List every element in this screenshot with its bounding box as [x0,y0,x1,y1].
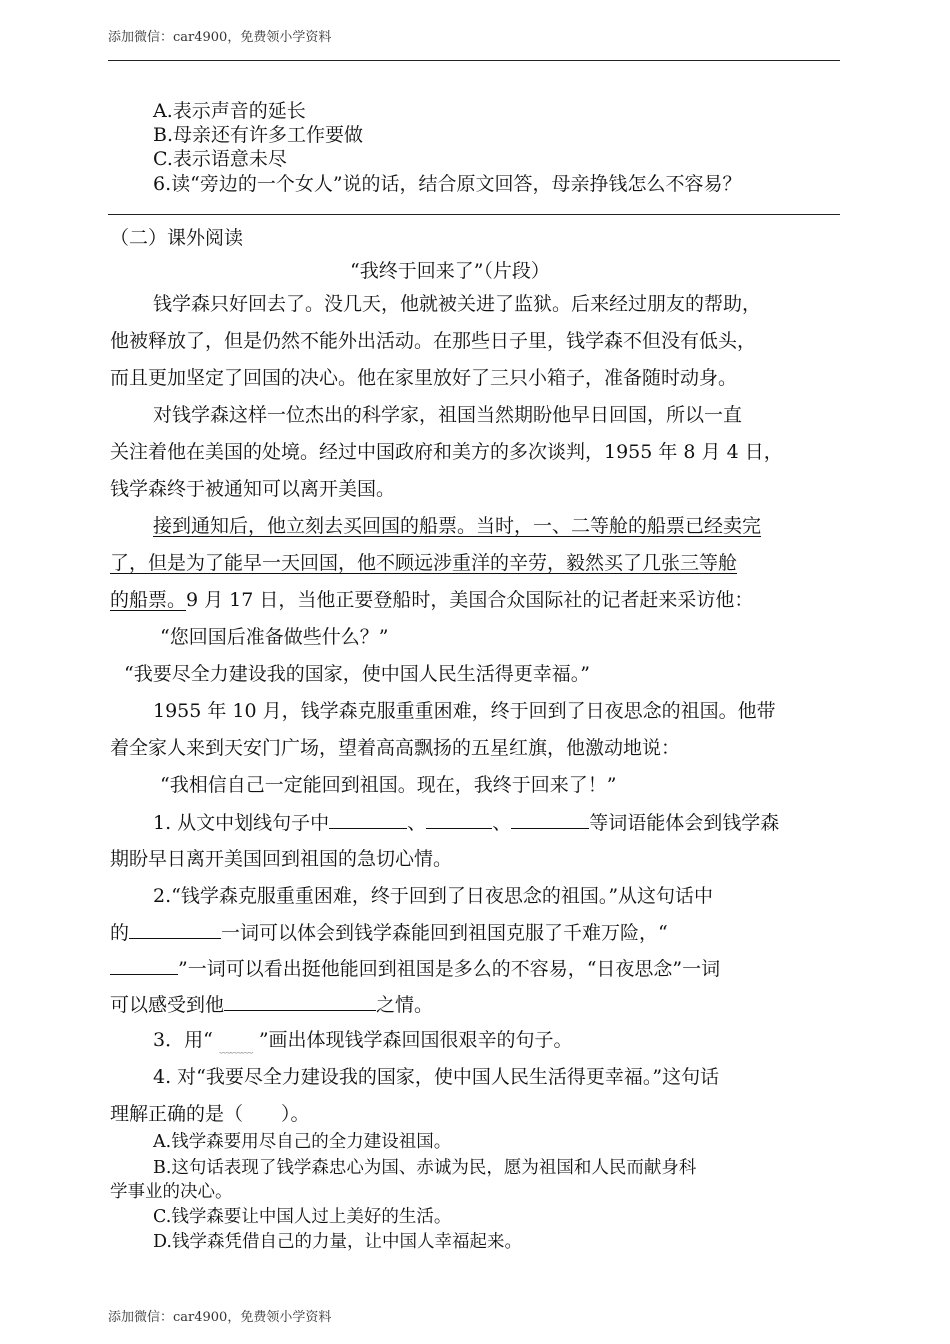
p3-line-3 [110,588,753,612]
q2-blank-1[interactable] [129,920,221,939]
p2-line-2: 关注着他在美国的处境。经过中国政府和美方的多次谈判，1955 年 8 月 4 日， [110,441,783,463]
footer-watermark: 添加微信：car4900，免费领小学资料 [108,1310,332,1325]
quote-3: “我相信自己一定能回到祖国。现在，我终于回来了！” [160,774,617,796]
q1-text-b: 等词语能体会到钱学森 [589,812,780,834]
answer-line [108,214,840,215]
section-title: （二）课外阅读 [110,227,244,249]
underlined-sentence-3: 的船票。 [110,589,187,611]
q2-blank-2[interactable] [110,956,178,975]
question-1-line-2: 期盼早日离开美国回到祖国的急切心情。 [110,848,453,870]
q4-option-d: D.钱学森凭借自己的力量，让中国人幸福起来。 [153,1232,522,1252]
p2-line-1: 对钱学森这样一位杰出的科学家，祖国当然期盼他早日回国，所以一直 [153,404,743,426]
q2-text-a: 的 [110,922,130,944]
q1-blank-3[interactable] [511,810,589,829]
q2-text-c: ”一词可以看出挺他能回到祖国是多么的不容易，“日夜思念”一词 [178,958,721,980]
question-2-line-2 [110,920,668,945]
underlined-sentence-2: 了，但是为了能早一天回国，他不顾远涉重洋的辛劳，毅然买了几张三等舱 [110,552,738,574]
quote-1: “您回国后准备做些什么？” [160,626,389,648]
p3-line-3-rest: 9 月 17 日，当他正要登船时，美国合众国际社的记者赶来采访他： [186,589,754,611]
q2-blank-3[interactable] [224,992,376,1011]
question-3 [153,1028,573,1060]
q3-text-b: ”画出体现钱学森回国很艰辛的句子。 [258,1029,573,1051]
q1-blank-1[interactable] [329,810,407,829]
question-2-line-4 [110,992,433,1017]
p1-line-1: 钱学森只好回去了。没几天，他就被关进了监狱。后来经过朋友的帮助， [153,293,762,315]
q1-blank-2[interactable] [426,810,492,829]
q1-sep-2: 、 [492,812,512,834]
q1-sep-1: 、 [407,812,427,834]
question-4-line-1: 4. 对“我要尽全力建设我的国家，使中国人民生活得更幸福。”这句话 [153,1066,720,1088]
header-rule [108,60,840,61]
q4-option-b: B.这句话表现了钱学森忠心为国、赤诚为民，愿为祖国和人民而献身科 [153,1158,697,1178]
q2-text-e: 之情。 [376,994,434,1016]
question-2-line-1: 2.“钱学森克服重重困难，终于回到了日夜思念的祖国。”从这句话中 [153,885,714,907]
wavy-line-mark: ﹏﹏﹏ [219,1041,253,1055]
p2-line-3: 钱学森终于被通知可以离开美国。 [110,478,396,500]
option-a: A.表示声音的延长 [153,100,306,122]
underlined-sentence-1: 接到通知后，他立刻去买回国的船票。当时，一、二等舱的船票已经卖完 [153,515,762,537]
q4-option-a: A.钱学森要用尽自己的全力建设祖国。 [153,1132,452,1152]
q4-option-c: C.钱学森要让中国人过上美好的生活。 [153,1207,452,1227]
question-6: 6.读“旁边的一个女人”说的话，结合原文回答，母亲挣钱怎么不容易？ [153,173,742,195]
q2-text-d: 可以感受到他 [110,994,225,1016]
q4-option-b-cont: 学事业的决心。 [110,1182,233,1202]
option-c: C.表示语意未尽 [153,148,287,170]
q2-text-b: 一词可以体会到钱学森能回到祖国克服了千难万险，“ [221,922,668,944]
question-2-line-3 [110,956,720,981]
p1-line-3: 而且更加坚定了回国的决心。他在家里放好了三只小箱子，准备随时动身。 [110,367,738,389]
option-b: B.母亲还有许多工作要做 [153,124,364,146]
question-4-line-2: 理解正确的是（ ）。 [110,1103,310,1125]
q1-text-a: 1. 从文中划线句子中 [153,812,330,834]
passage-title: “我终于回来了”（片段） [350,260,550,282]
q3-text-a: 3．用“ [153,1029,213,1051]
p4-line-1: 1955 年 10 月，钱学森克服重重困难，终于回到了日夜思念的祖国。他带 [153,700,776,722]
question-1-line-1 [153,810,779,835]
p4-line-2: 着全家人来到天安门广场，望着高高飘扬的五星红旗，他激动地说： [110,737,681,759]
quote-2: “我要尽全力建设我的国家，使中国人民生活得更幸福。” [124,663,590,685]
p1-line-2: 他被释放了，但是仍然不能外出活动。在那些日子里，钱学森不但没有低头， [110,330,757,352]
header-watermark: 添加微信：car4900，免费领小学资料 [108,30,332,45]
